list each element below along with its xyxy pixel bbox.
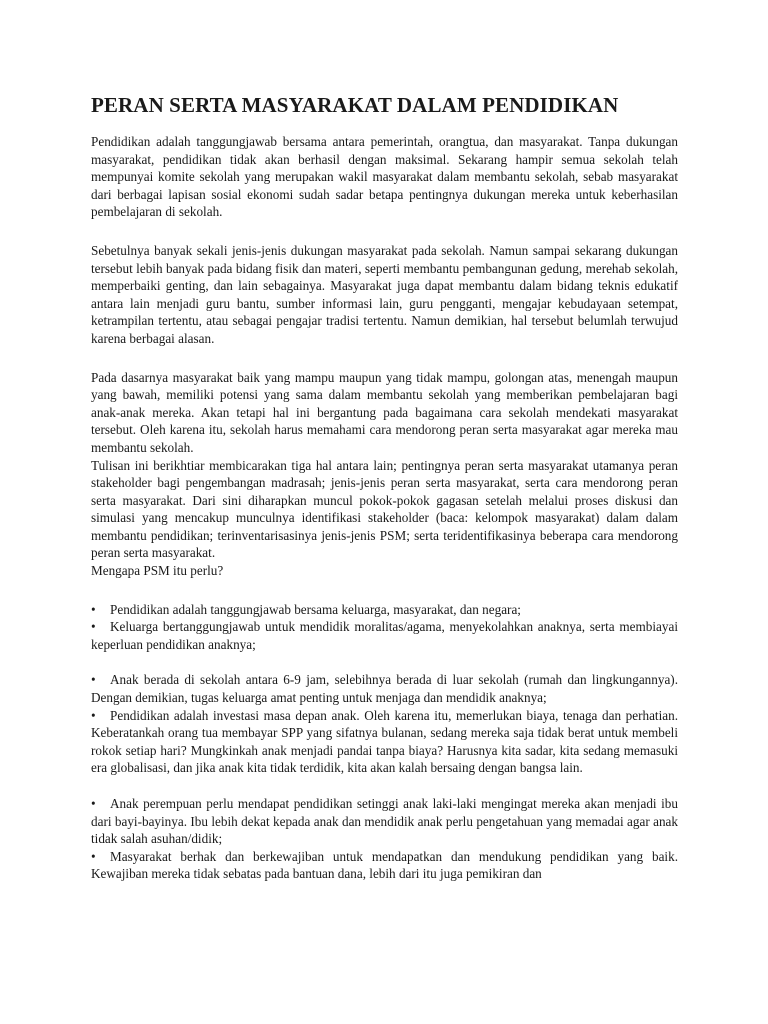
list-item <box>91 707 678 777</box>
list-item <box>91 671 678 706</box>
bullet-icon: • <box>91 601 96 617</box>
document-content <box>91 92 678 883</box>
paragraph-community-potential: Pada dasarnya masyarakat baik yang mampu maupun yang tidak mampu, golongan atas, menengah maupun yang bawah, memiliki potensi yang sama dalam membantu sekolah yang memberikan pembelajaran bagi anak-anak mereka. Akan tetapi hal ini bergantung pada bagaimana cara sekolah mendekati masyarakat tersebut. Oleh karena itu, sekolah harus memahami cara mendorong peran serta masyarakat agar mereka mau membantu sekolah. <box>91 369 678 455</box>
paragraph-support-types: Sebetulnya banyak sekali jenis-jenis dukungan masyarakat pada sekolah. Namun sampai sekarang dukungan tersebut lebih banyak pada bidang fisik dan materi, seperti membantu pembangunan gedung, merehab sekolah, memperbaiki genting, dan lain sebagainya. Masyarakat juga dapat membantu dalam bidang teknis edukatif antara lain menjadi guru bantu, sumber informasi lain, guru pengganti, mengajar kebudayaan setempat, ketrampilan tertentu, atau sebagai pengajar tradisi tertentu. Namun demikian, hal tersebut belumlah terwujud karena berbagai alasan. <box>91 242 678 346</box>
list-item-text: Pendidikan adalah tanggungjawab bersama keluarga, masyarakat, dan negara; <box>110 601 521 617</box>
list-item <box>91 618 678 653</box>
bullet-icon: • <box>91 672 96 688</box>
paragraph-intro: Pendidikan adalah tanggungjawab bersama antara pemerintah, orangtua, dan masyarakat. Tanpa dukungan masyarakat, pendidikan tidak akan berhasil dengan maksimal. Sekarang hampir semua sekolah telah mempunyai komite sekolah yang merupakan wakil masyarakat dalam membantu sekolah, sebab masyarakat dari berbagai lapisan sosial ekonomi sudah sadar betapa pentingnya dukungan mereka untuk keberhasilan pembelajaran di sekolah. <box>91 134 678 220</box>
list-item-text: Anak perempuan perlu mendapat pendidikan setinggi anak laki-laki mengingat mereka akan menjadi ibu dari bayi-bayinya. Ibu lebih dekat kepada anak dan mendidik anak perlu pengetahuan yang memadai agar anak tidak salah asuhan/didik; <box>91 796 678 847</box>
list-item-text: Keluarga bertanggungjawab untuk mendidik moralitas/agama, menyekolahkan anaknya, serta membiayai keperluan pendidikan anaknya; <box>91 619 678 652</box>
document-title: PERAN SERTA MASYARAKAT DALAM PENDIDIKAN <box>91 93 619 117</box>
list-item <box>91 795 678 848</box>
list-item <box>91 601 678 619</box>
bullet-icon: • <box>91 848 96 864</box>
bullet-icon: • <box>91 619 96 635</box>
paragraph-why-psm: Mengapa PSM itu perlu? <box>91 563 224 579</box>
list-item-text: Pendidikan adalah investasi masa depan anak. Oleh karena itu, memerlukan biaya, tenaga dan perhatian. Keberatankah orang tua membayar SPP yang sifatnya bulanan, sedang mereka saja tidak berat untuk membeli rokok setiap hari? Mungkinkah anak menjadi pandai tanpa biaya? Harusnya kita sadar, kita sedang memasuki era globalisasi, dan jika anak kita tidak terdidik, kita akan kalah bersaing dengan bangsa lain. <box>91 707 678 776</box>
bullet-icon: • <box>91 796 96 811</box>
list-item-text: Masyarakat berhak dan berkewajiban untuk mendapatkan dan mendukung pendidikan yang baik. Kewajiban mereka tidak sebatas pada bantuan dana, lebih dari itu juga pemikiran dan <box>91 848 678 882</box>
bullet-icon: • <box>91 707 96 723</box>
paragraph-writing-purpose: Tulisan ini berikhtiar membicarakan tiga hal antara lain; pentingnya peran serta masyarakat utamanya peran stakeholder bagi pengembangan madrasah; jenis-jenis peran serta masyarakat, serta cara mendorong peran serta masyarakat. Dari sini diharapkan muncul pokok-pokok gagasan setelah melalui proses diskusi dan simulasi yang mencakup munculnya identifikasi stakeholder (baca: kelompok masyarakat) dalam dalam membantu pendidikan; terinventarisasinya jenis-jenis PSM; serta teridentifikasinya beberapa cara mendorong peran serta masyarakat. <box>91 457 678 561</box>
list-item <box>91 848 678 883</box>
list-item-text: Anak berada di sekolah antara 6-9 jam, selebihnya berada di luar sekolah (rumah dan lingkungannya). Dengan demikian, tugas keluarga amat penting untuk menjaga dan mendidik anaknya; <box>91 672 678 706</box>
